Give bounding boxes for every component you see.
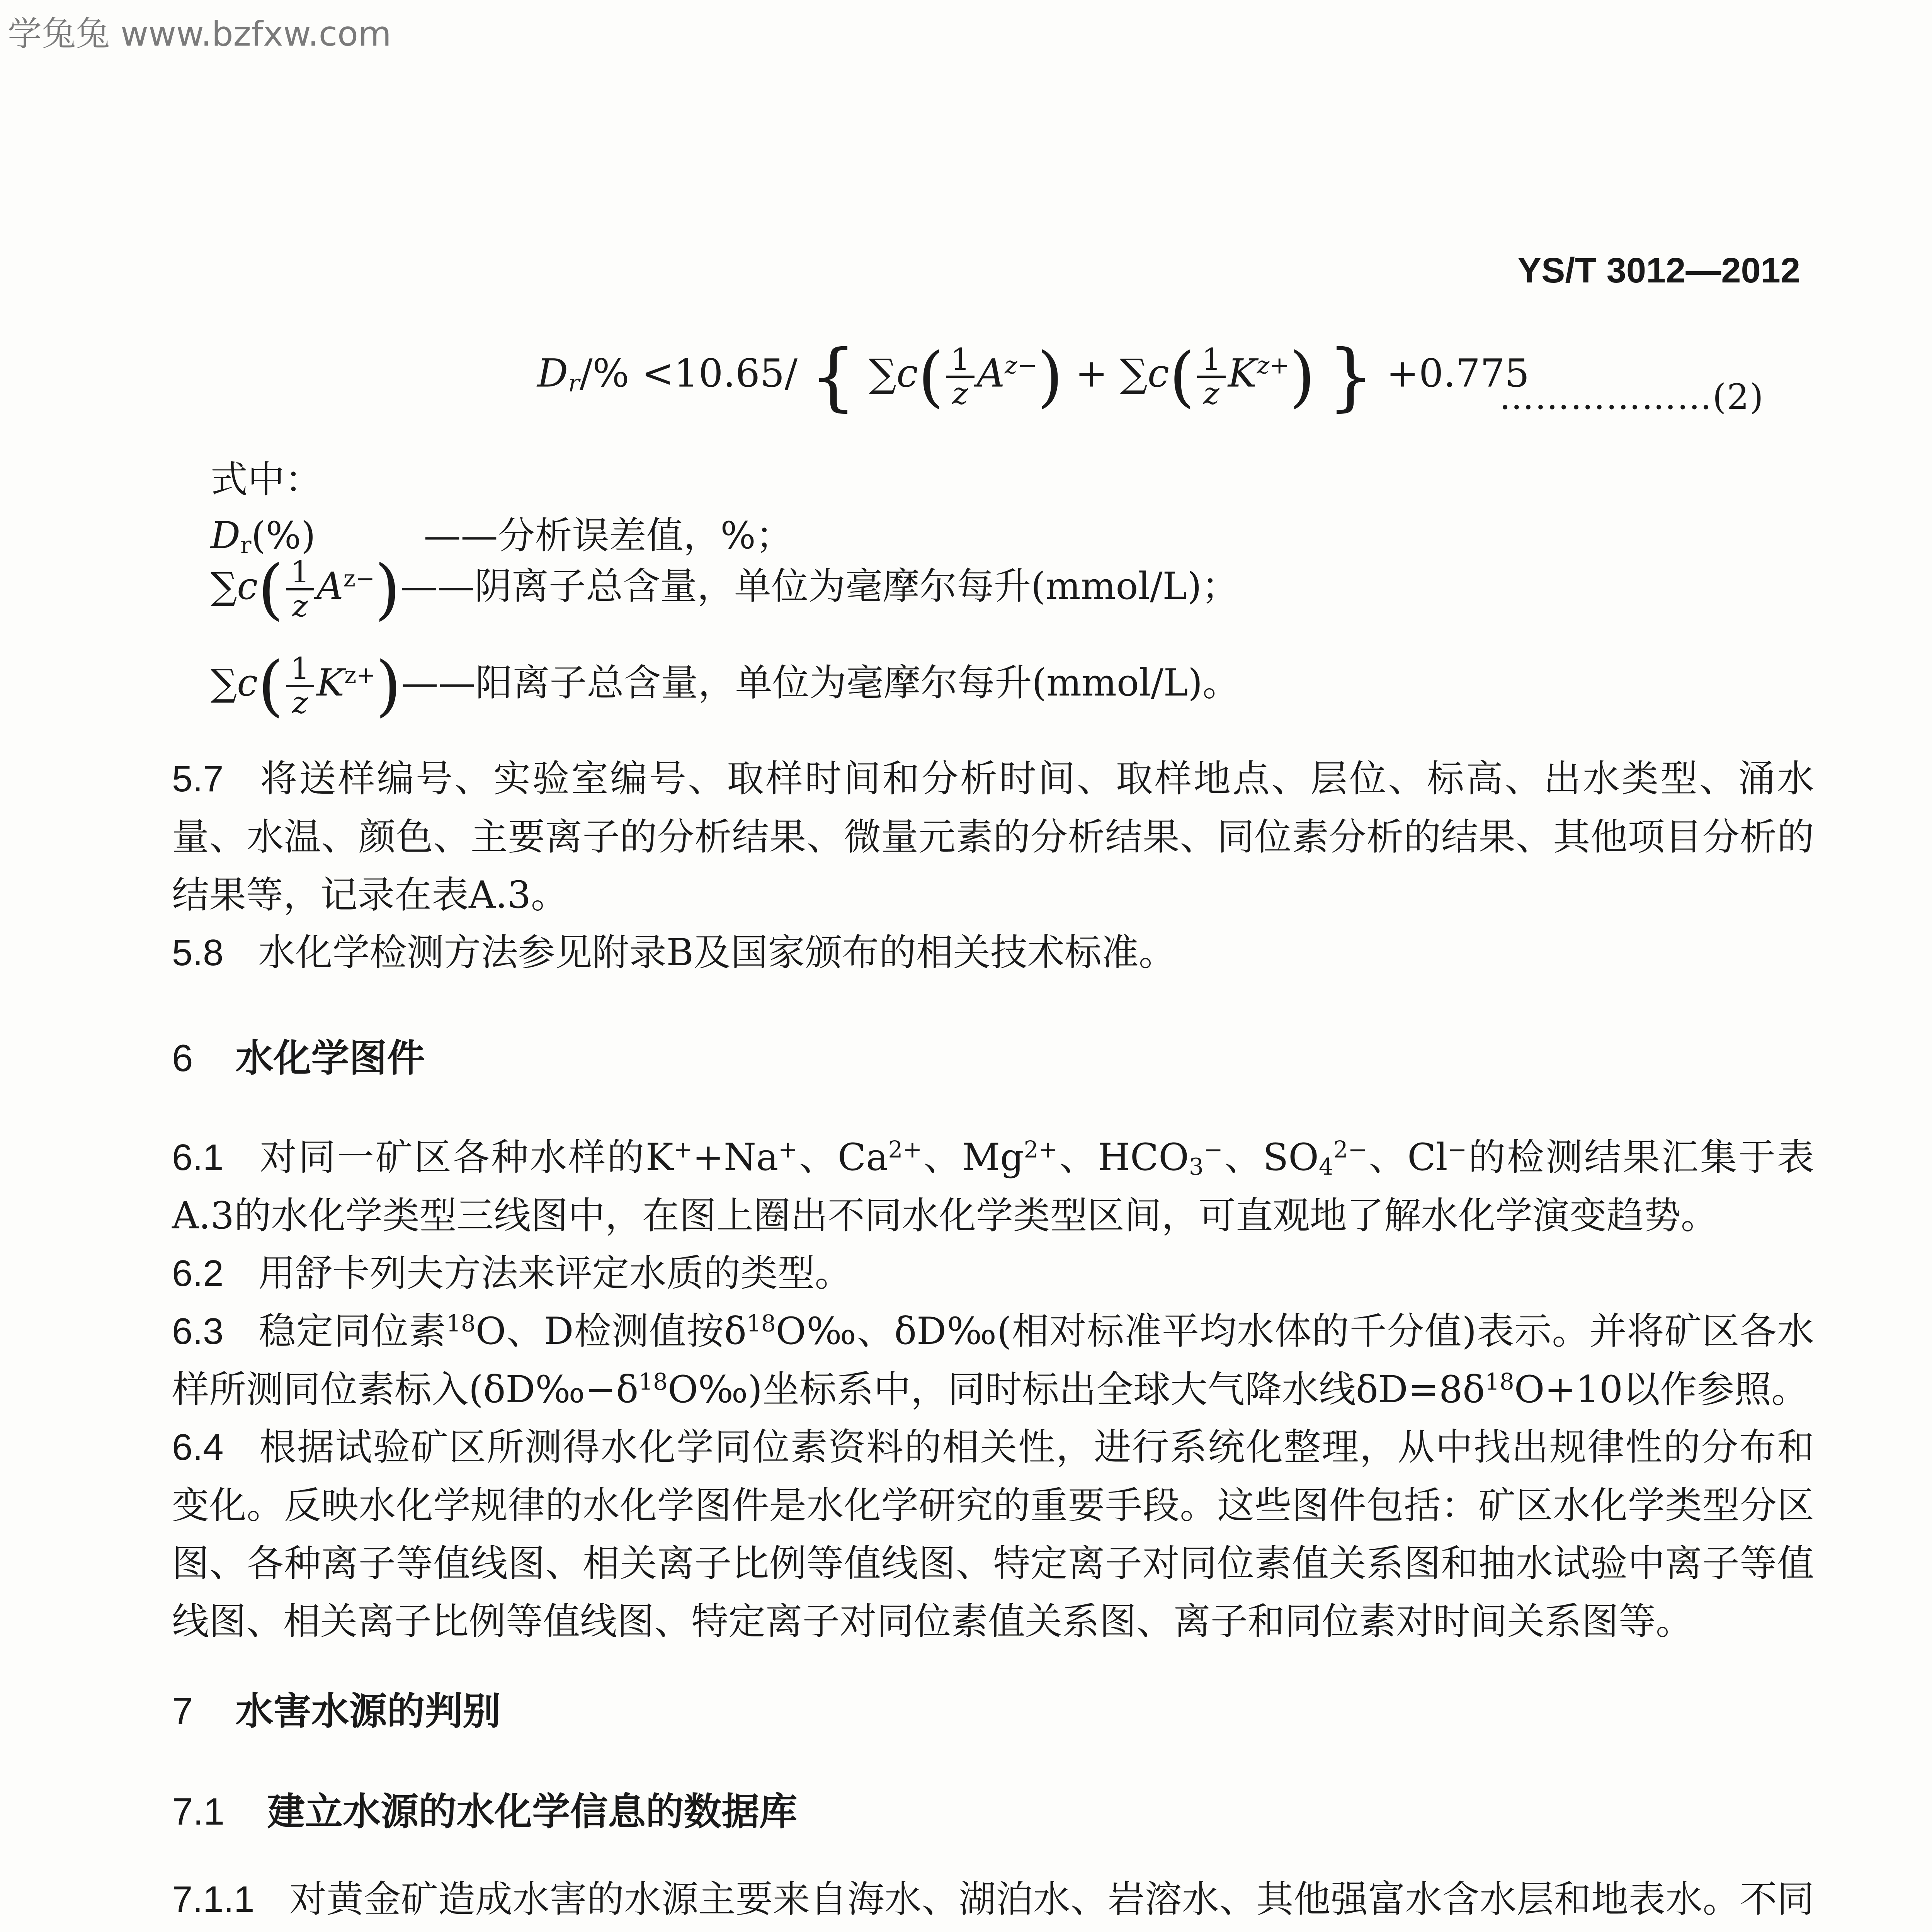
formula-2: $D_r/\% <10.65/$ { ∑c( $\frac{1}{z}$ $A^{z-}) + \sum c$( $\frac{1}{z}$ $K^{z+}$) } +0.775 — [537, 334, 1530, 419]
watermark: 学兔兔 www.bzfxw.com — [8, 14, 391, 54]
section-7-heading: 7 水害水源的判别 — [172, 1689, 501, 1733]
clause-5-8: 5.8 水化学检测方法参见附录B及国家颁布的相关技术标准。 — [172, 931, 1176, 974]
clause-5-7: 5.7 将送样编号、实验室编号、取样时间和分析时间、取样地点、层位、标高、出水类型、涌水量、水温、颜色、主要离子的分析结果、微量元素的分析结果、同位素分析的结果、其他项目分析的结果等，记录在表A.3。 — [172, 757, 1814, 917]
formula-number: ………………(2) — [1499, 377, 1764, 417]
section-6-heading: 6 水化学图件 — [172, 1036, 425, 1080]
clause-6-3: 6.3 稳定同位素$^{18}$O、D检测值按$\delta^{18}O‰$、δD‰(相对标准平均水体的千分值)表示。并将矿区各水样所测同位素标入$(\delta D‰-\delta^{18}O‰)$坐标系中，同时标出全球大气降水线$\delta D=8\delta^{18}O+10$以作参照。 — [172, 1310, 1815, 1411]
def-dr: $D_r(\%)$ ——分析误差值，%； — [211, 514, 793, 559]
standard-number: YS/T 3012—2012 — [1517, 251, 1800, 290]
clause-6-2: 6.2 用舒卡列夫方法来评定水质的类型。 — [172, 1252, 852, 1295]
clause-6-4: 6.4 根据试验矿区所测得水化学同位素资料的相关性，进行系统化整理，从中找出规律性的分布和变化。反映水化学规律的水化学图件是水化学研究的重要手段。这些图件包括：矿区水化学类型分区图、各种离子等值线图、相关离子比例等值线图、特定离子对同位素值关系图和抽水试验中离子等值线图、相关离子比例等值线图、特定离子对同位素值关系图、离子和同位素对时间关系图等。 — [172, 1425, 1814, 1643]
clause-7-1-1: 7.1.1 对黄金矿造成水害的水源主要来自海水、湖泊水、岩溶水、其他强富水含水层和地表水。不同 — [172, 1878, 1814, 1921]
section-7-1-heading: 7.1 建立水源的水化学信息的数据库 — [172, 1789, 798, 1834]
def-cation: ∑c( $\frac{1}{z}$ $K^{z+})——$阳离子总含量，单位为毫摩尔每升(mmol/L)。 — [211, 648, 1240, 724]
def-anion: ∑c( $\frac{1}{z}$ $A^{z-})——$阴离子总含量，单位为毫摩尔每升(mmol/L)； — [211, 551, 1239, 628]
clause-6-1: 6.1 对同一矿区各种水样的K++Na+、$Ca^{2+}$、$Mg^{2+}$、$HCO_3^-$、$SO_4^{2-}$、Cl−的检测结果汇集于表A.3的水化学类型三线图中，在图上圈出不同水化学类型区间，可直观地了解水化学演变趋势。 — [172, 1136, 1815, 1237]
where-label: 式中： — [211, 458, 322, 501]
